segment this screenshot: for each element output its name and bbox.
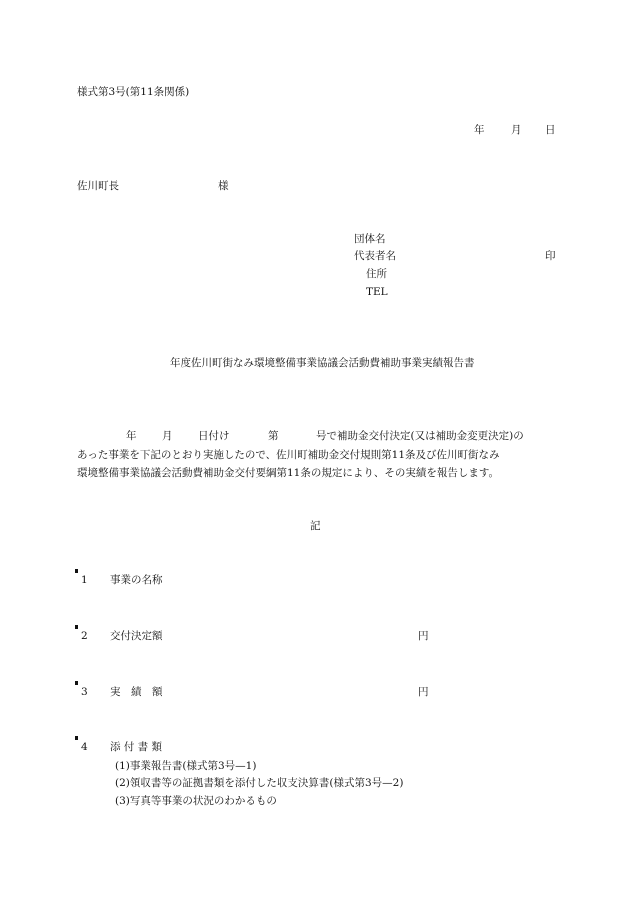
body-day-dated: 日付け bbox=[198, 430, 230, 442]
body-line2: あった事業を下記のとおり実施したので、佐川町補助金交付規則第11条及び佐川町街なみ bbox=[77, 449, 500, 461]
item-label-decided-amount: 交付決定額 bbox=[110, 630, 163, 642]
item-unit-yen: 円 bbox=[418, 686, 429, 698]
ki-heading: 記 bbox=[310, 520, 321, 532]
body-number-prefix: 第 bbox=[268, 430, 279, 442]
body-month: 月 bbox=[162, 430, 173, 442]
body-line1-rest: 号で補助金交付決定(又は補助金変更決定)の bbox=[316, 430, 524, 442]
item-number: 4 bbox=[81, 741, 88, 753]
attachment-item: (2)領収書等の証拠書類を添付した収支決算書(様式第3号—2) bbox=[115, 777, 404, 789]
group-name-label: 団体名 bbox=[354, 233, 386, 245]
date-day-label: 日 bbox=[545, 124, 556, 136]
date-year-label: 年 bbox=[474, 124, 485, 136]
item-label-actual-amount: 実 績 額 bbox=[110, 686, 163, 698]
body-year: 年 bbox=[126, 430, 137, 442]
body-line3: 環境整備事業協議会活動費補助金交付要綱第11条の規定により、その実績を報告します。 bbox=[77, 467, 500, 479]
corner-mark bbox=[75, 625, 78, 629]
item-label-attachments: 添 付 書 類 bbox=[110, 741, 163, 753]
date-month-label: 月 bbox=[511, 124, 522, 136]
attachment-item: (1)事業報告書(様式第3号—1) bbox=[115, 760, 257, 772]
corner-mark bbox=[75, 736, 78, 740]
attachment-item: (3)写真等事業の状況のわかるもの bbox=[115, 795, 277, 807]
corner-mark bbox=[75, 569, 78, 573]
item-unit-yen: 円 bbox=[418, 630, 429, 642]
seal-mark: 印 bbox=[545, 250, 556, 262]
addressee-name: 佐川町長 bbox=[77, 180, 119, 192]
form-number: 様式第3号(第11条関係) bbox=[77, 86, 190, 98]
item-label-business-name: 事業の名称 bbox=[110, 574, 163, 586]
corner-mark bbox=[75, 681, 78, 685]
item-number: 3 bbox=[81, 686, 88, 698]
tel-label: TEL bbox=[366, 286, 388, 298]
item-number: 1 bbox=[81, 574, 88, 586]
report-title: 年度佐川町街なみ環境整備事業協議会活動費補助事業実績報告書 bbox=[170, 357, 475, 369]
address-label: 住所 bbox=[366, 268, 387, 280]
representative-label: 代表者名 bbox=[354, 250, 396, 262]
addressee-honorific: 様 bbox=[218, 180, 229, 192]
item-number: 2 bbox=[81, 630, 88, 642]
